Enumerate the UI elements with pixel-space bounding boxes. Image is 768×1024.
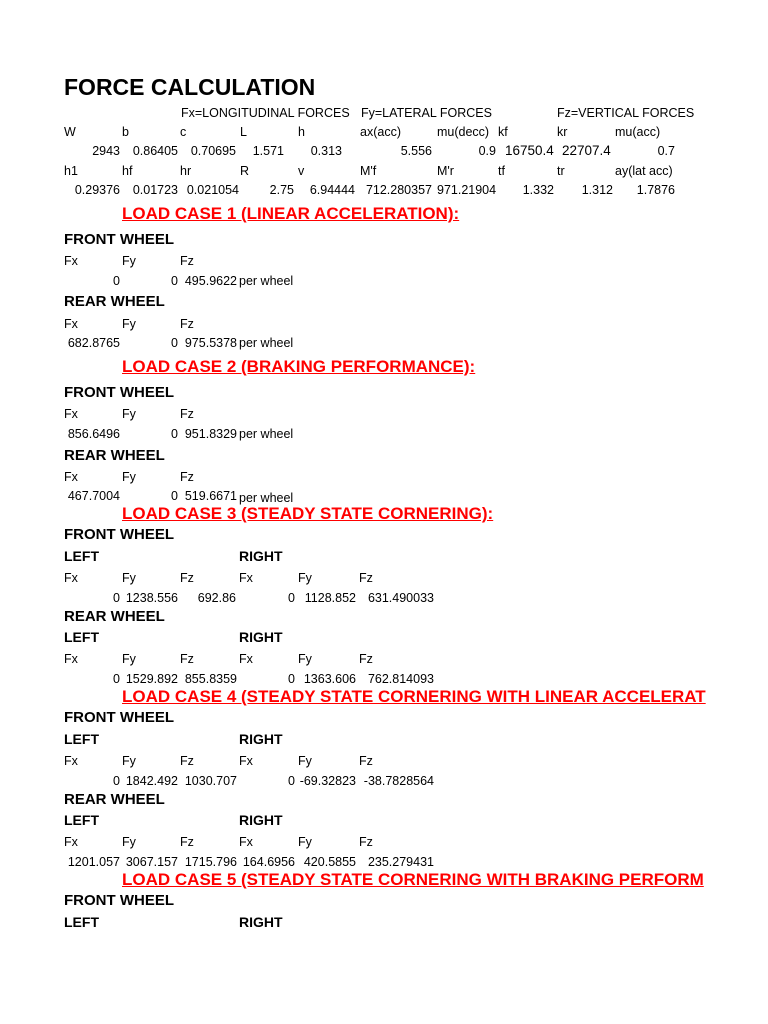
param-value: 1.571 [252,144,284,158]
fy-label: Fy [122,317,136,331]
fz-value: 235.279431 [367,855,434,869]
param-value: 5.556 [400,144,432,158]
fx-value: 0 [288,591,295,605]
lc3-front-values [0,591,680,609]
lc3-rear-labels [0,652,680,670]
lc4-front-values [0,774,680,792]
lc2-front-values [0,427,680,445]
lc1-rear-heading: REAR WHEEL [64,293,165,310]
params-row2-labels [0,164,680,182]
param-label: kf [498,125,508,139]
fy-value: -69.32823 [299,774,356,788]
lc3-rear-right: RIGHT [239,629,283,645]
fx-label: Fx [239,652,253,666]
per-wheel-note: per wheel [239,427,294,441]
params-row1-values [0,144,680,162]
param-value: 2.75 [269,183,294,197]
legend-fz: Fz=VERTICAL FORCES [557,106,695,120]
param-value: 0.29376 [74,183,120,197]
param-label: M'f [360,164,377,178]
fz-label: Fz [359,652,373,666]
param-value: 22707.4 [562,143,611,158]
fx-label: Fx [64,407,78,421]
fx-label: Fx [239,754,253,768]
load-case-5-title: LOAD CASE 5 (STEADY STATE CORNERING WITH BRAKING PERFORM [122,870,704,889]
fx-value: 682.8765 [67,336,120,350]
fx-value: 1201.057 [67,855,120,869]
lc4-rear-labels [0,835,680,853]
fz-value: 495.9622 [184,274,237,288]
lc1-rear-labels [0,317,680,335]
lc2-front-heading: FRONT WHEEL [64,384,174,401]
fy-label: Fy [298,571,312,585]
fz-label: Fz [359,835,373,849]
param-value: 1.7876 [636,183,675,197]
param-label: ax(acc) [360,125,401,139]
fy-value: 0 [171,427,178,441]
param-value: 0.86405 [132,144,178,158]
param-value: 1.332 [522,183,554,197]
fx-label: Fx [64,652,78,666]
load-case-4-title: LOAD CASE 4 (STEADY STATE CORNERING WITH LINEAR ACCELERAT [122,687,706,706]
param-label: kr [557,125,568,139]
lc4-rear-right: RIGHT [239,812,283,828]
param-label: W [64,125,76,139]
per-wheel-note: per wheel [239,336,294,350]
param-label: R [240,164,250,178]
fy-label: Fy [298,835,312,849]
fy-value: 1238.556 [125,591,178,605]
lc3-front-labels [0,571,680,589]
fy-label: Fy [122,470,136,484]
lc1-front-labels [0,254,680,272]
fz-label: Fz [180,652,194,666]
fz-label: Fz [180,571,194,585]
param-label: hr [180,164,192,178]
fx-value: 0 [113,591,120,605]
fx-label: Fx [64,571,78,585]
load-case-1-title: LOAD CASE 1 (LINEAR ACCELERATION): [122,204,460,223]
fx-value: 0 [288,774,295,788]
lc4-front-left: LEFT [64,731,99,747]
per-wheel-note: per wheel [239,274,294,288]
param-value: 6.94444 [309,183,355,197]
fz-value: 631.490033 [367,591,434,605]
fz-value: 519.6671 [184,489,237,503]
param-label: h [298,125,305,139]
params-row1-labels [0,125,680,143]
lc2-rear-heading: REAR WHEEL [64,447,165,464]
fz-label: Fz [180,254,194,268]
lc4-front-heading: FRONT WHEEL [64,709,174,726]
lc5-front-heading: FRONT WHEEL [64,892,174,909]
fx-value: 0 [113,774,120,788]
lc4-front-right: RIGHT [239,731,283,747]
param-label: M'r [437,164,454,178]
lc5-front-left: LEFT [64,914,99,930]
lc5-front-right: RIGHT [239,914,283,930]
param-value: 0.01723 [132,183,178,197]
fz-label: Fz [180,835,194,849]
fx-value: 467.7004 [67,489,120,503]
param-value: 0.021054 [186,183,239,197]
fy-label: Fy [122,835,136,849]
param-label: ay(lat acc) [615,164,673,178]
param-value: 16750.4 [505,143,554,158]
fy-value: 0 [171,274,178,288]
param-label: v [298,164,305,178]
fy-value: 3067.157 [125,855,178,869]
param-value: 0.7 [657,144,675,158]
fy-value: 1529.892 [125,672,178,686]
lc2-front-labels [0,407,680,425]
lc2-rear-labels [0,470,680,488]
fy-label: Fy [122,652,136,666]
lc3-front-heading: FRONT WHEEL [64,526,174,543]
fz-value: 951.8329 [184,427,237,441]
fz-label: Fz [180,407,194,421]
fz-label: Fz [180,470,194,484]
fy-label: Fy [122,754,136,768]
fx-label: Fx [64,754,78,768]
fy-label: Fy [122,571,136,585]
param-value: 2943 [92,144,120,158]
fz-label: Fz [180,317,194,331]
load-case-2-title: LOAD CASE 2 (BRAKING PERFORMANCE): [122,357,476,376]
fx-label: Fx [64,254,78,268]
fz-value: 762.814093 [367,672,434,686]
lc4-rear-heading: REAR WHEEL [64,791,165,808]
fz-label: Fz [359,754,373,768]
lc4-front-labels [0,754,680,772]
param-label: b [122,125,129,139]
param-label: L [240,125,247,139]
load-case-3-title: LOAD CASE 3 (STEADY STATE CORNERING): [122,504,494,523]
param-label: mu(acc) [615,125,661,139]
fz-value: 855.8359 [184,672,237,686]
fy-label: Fy [298,652,312,666]
fy-value: 0 [171,336,178,350]
param-value: 0.313 [310,144,342,158]
legend-fy: Fy=LATERAL FORCES [361,106,492,120]
param-label: tr [557,164,565,178]
fy-value: 1842.492 [125,774,178,788]
lc1-rear-values [0,336,680,354]
param-value: 0.70695 [190,144,236,158]
fy-value: 1128.852 [304,591,356,605]
param-value: 971.21904 [437,183,497,197]
per-wheel-note: per wheel [239,491,294,505]
lc1-front-heading: FRONT WHEEL [64,231,174,248]
fz-value: 692.86 [197,591,236,605]
fx-value: 0 [288,672,295,686]
param-value: 1.312 [581,183,613,197]
fx-label: Fx [239,835,253,849]
param-label: h1 [64,164,78,178]
param-label: mu(decc) [437,125,490,139]
fy-label: Fy [122,407,136,421]
fx-label: Fx [239,571,253,585]
param-label: c [180,125,187,139]
fx-label: Fx [64,835,78,849]
fy-label: Fy [122,254,136,268]
lc4-rear-left: LEFT [64,812,99,828]
lc3-rear-left: LEFT [64,629,99,645]
fx-value: 0 [113,274,120,288]
fz-label: Fz [180,754,194,768]
fz-label: Fz [359,571,373,585]
lc3-front-left: LEFT [64,548,99,564]
param-label: tf [498,164,505,178]
fy-value: 420.5855 [303,855,356,869]
lc3-rear-heading: REAR WHEEL [64,608,165,625]
fy-value: 1363.606 [303,672,356,686]
page-title: FORCE CALCULATION [64,74,316,100]
lc1-front-values [0,274,680,292]
fx-value: 856.6496 [67,427,120,441]
fx-label: Fx [64,317,78,331]
param-value: 0.9 [478,144,496,158]
fz-value: 1715.796 [184,855,237,869]
lc3-front-right: RIGHT [239,548,283,564]
fy-value: 0 [171,489,178,503]
param-label: hf [122,164,133,178]
fy-label: Fy [298,754,312,768]
legend-fx: Fx=LONGITUDINAL FORCES [181,106,350,120]
fz-value: 1030.707 [184,774,237,788]
param-value: 712.280357 [365,183,432,197]
fx-value: 0 [113,672,120,686]
fz-value: 975.5378 [184,336,237,350]
fz-value: -38.7828564 [363,774,434,788]
fx-value: 164.6956 [242,855,295,869]
params-row2-values [0,183,680,201]
fx-label: Fx [64,470,78,484]
